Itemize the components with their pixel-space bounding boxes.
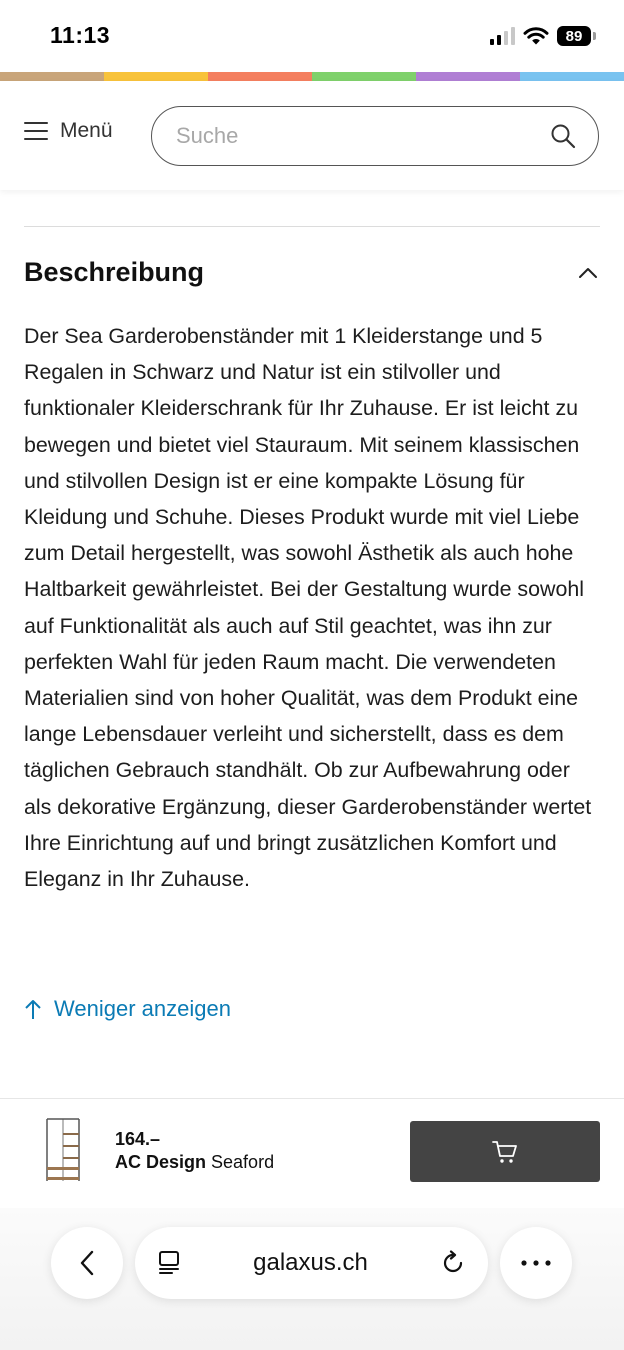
more-icon bbox=[520, 1260, 552, 1266]
brand-color-segment bbox=[208, 72, 312, 81]
url-text[interactable]: galaxus.ch bbox=[253, 1249, 368, 1276]
wifi-icon bbox=[523, 27, 549, 46]
more-button[interactable] bbox=[500, 1227, 572, 1299]
section-title[interactable]: Beschreibung bbox=[24, 257, 205, 287]
status-bar bbox=[0, 0, 624, 72]
chevron-up-icon[interactable] bbox=[574, 259, 602, 287]
browser-toolbar bbox=[0, 1208, 624, 1350]
site-header bbox=[0, 81, 624, 190]
show-less-link[interactable] bbox=[24, 996, 231, 1022]
product-description: Der Sea Garderobenständer mit 1 Kleiderstange und 5 Regalen in Schwarz und Natur ist ein stilvoller und funktionaler Kleiderschrank für Ihr Zuhause. Er ist leicht zu bewegen und bietet viel Stauraum. Mit seinem klassischen und stilvollen Design ist er eine kompakte Lösung für Kleidung und Schuhe. Dieses Produkt wurde mit viel Liebe zum Detail hergestellt, was sowohl Ästhetik als auch hohe Haltbarkeit gewährleistet. Bei der Gestaltung wurde sowohl auf Funktionalität als auch auf Stil geachtet, was ihn zur perfekten Wahl für jeden Raum macht. Die verwendeten Materialien sind von hoher Qualität, was dem Produkt eine lange Lebensdauer verleiht und sicherstellt, dass es dem täglichen Gebrauch standhält. Ob zur Aufbewahrung oder als dekorative Ergänzung, dieser Garderobenständer wertet Ihre Einrichtung auf und bringt zusätzlichen Komfort und Eleganz in Ihr Zuhause. bbox=[24, 324, 592, 892]
search-icon[interactable] bbox=[550, 123, 576, 149]
status-time: 11:13 bbox=[50, 22, 111, 48]
brand-color-strip bbox=[0, 72, 624, 81]
cellular-signal-icon bbox=[490, 27, 515, 45]
menu-button[interactable] bbox=[24, 119, 113, 143]
menu-label: Menü bbox=[60, 119, 113, 142]
brand-color-segment bbox=[0, 72, 104, 81]
battery-indicator bbox=[557, 26, 591, 46]
sticky-buy-bar bbox=[0, 1098, 624, 1208]
battery-level: 89 bbox=[565, 27, 583, 45]
product-price: 164.– bbox=[115, 1129, 161, 1149]
reload-icon[interactable] bbox=[440, 1250, 466, 1276]
brand-color-segment bbox=[312, 72, 416, 81]
cart-icon bbox=[492, 1140, 518, 1164]
section-divider bbox=[24, 226, 600, 227]
product-brand: AC Design bbox=[115, 1152, 207, 1172]
chevron-left-icon bbox=[80, 1250, 94, 1276]
reader-icon[interactable] bbox=[157, 1250, 181, 1276]
search-box[interactable] bbox=[151, 106, 599, 166]
battery-cap bbox=[593, 32, 596, 40]
status-indicators bbox=[490, 26, 596, 46]
brand-color-segment bbox=[520, 72, 624, 81]
hamburger-icon bbox=[24, 122, 48, 140]
show-less-label: Weniger anzeigen bbox=[54, 996, 231, 1021]
search-input[interactable] bbox=[176, 123, 550, 149]
address-bar[interactable] bbox=[135, 1227, 488, 1299]
product-thumbnail[interactable] bbox=[42, 1115, 84, 1185]
arrow-up-icon bbox=[24, 998, 42, 1020]
back-button[interactable] bbox=[51, 1227, 123, 1299]
add-to-cart-button[interactable] bbox=[410, 1121, 600, 1182]
product-title[interactable] bbox=[115, 1152, 274, 1173]
brand-color-segment bbox=[104, 72, 208, 81]
product-name: Seaford bbox=[211, 1152, 275, 1172]
brand-color-segment bbox=[416, 72, 520, 81]
